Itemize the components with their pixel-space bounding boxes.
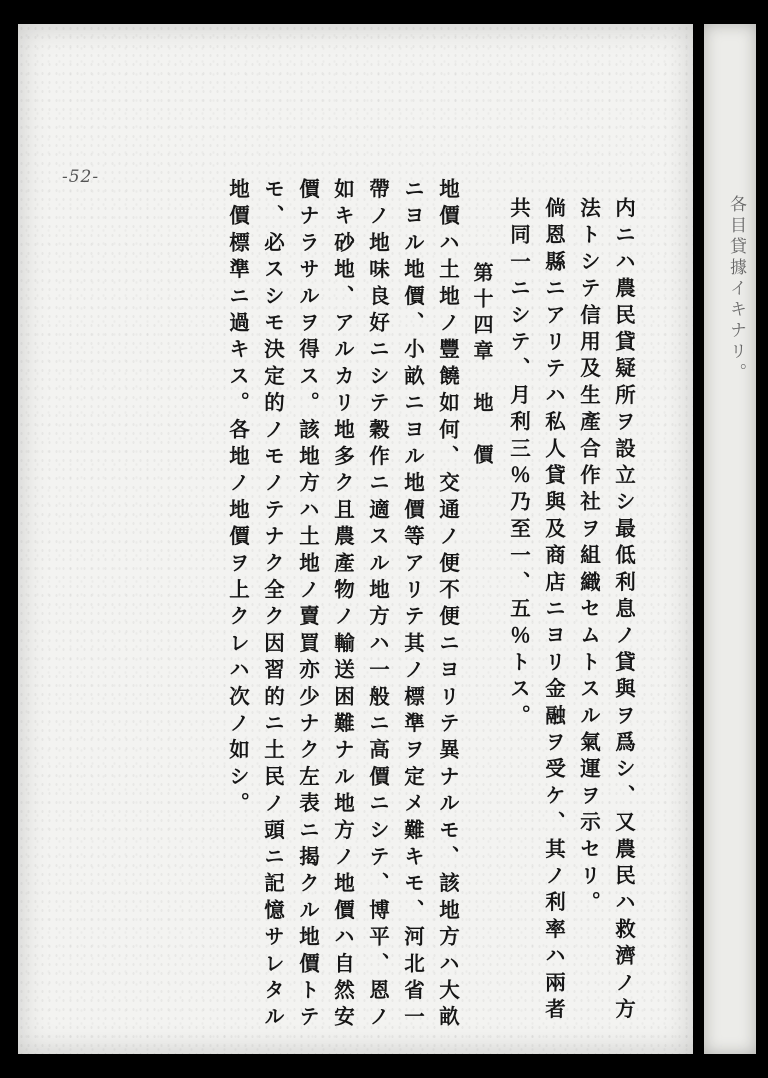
- margin-strip: [704, 24, 756, 1054]
- text-column: モ、必スシモ決定的ノモノテナク全ク因習的ニ土民ノ頭ニ記憶サレタル: [260, 178, 285, 1033]
- text-column: ニヨル地價、小畝ニヨル地價等アリテ其ノ標準ヲ定メ難キモ、河北省一: [400, 178, 425, 1033]
- text-column: 倘恩縣ニアリテハ私人貸與及商店ニヨリ金融ヲ受ケ、其ノ利率ハ兩者: [541, 197, 566, 1025]
- page-number: -52-: [62, 167, 100, 187]
- text-column: 法トシテ信用及生產合作社ヲ組織セムトスル氣運ヲ示セリ。: [576, 197, 601, 918]
- text-column: 内ニハ農民貸疑所ヲ設立シ最低利息ノ貸與ヲ爲シ、又農民ハ救濟ノ方: [611, 197, 636, 1025]
- text-column: 帶ノ地味良好ニシテ穀作ニ適スル地方ハ一般ニ高價ニシテ、博平、恩ノ: [365, 178, 390, 1033]
- margin-annotation: 各目貸據イキナリ。: [726, 195, 746, 384]
- text-column: 如キ砂地、アルカリ地多ク且農產物ノ輸送困難ナル地方ノ地價ハ自然安: [330, 178, 355, 1033]
- text-column: 價ナラサルヲ得ス。該地方ハ土地ノ賣買亦少ナク左表ニ揭クル地價トテ: [295, 178, 320, 1033]
- text-column: 共同一ニシテ、月利三％乃至一、五％トス。: [506, 197, 531, 731]
- text-column: 地價標準ニ過キス。各地ノ地價ヲ上クレハ次ノ如シ。: [225, 178, 250, 819]
- chapter-heading: 第十四章 地 價: [470, 262, 494, 470]
- text-column: 地價ハ土地ノ豐饒如何、交通ノ便不便ニヨリテ異ナルモ、該地方ハ大畝: [435, 178, 460, 1033]
